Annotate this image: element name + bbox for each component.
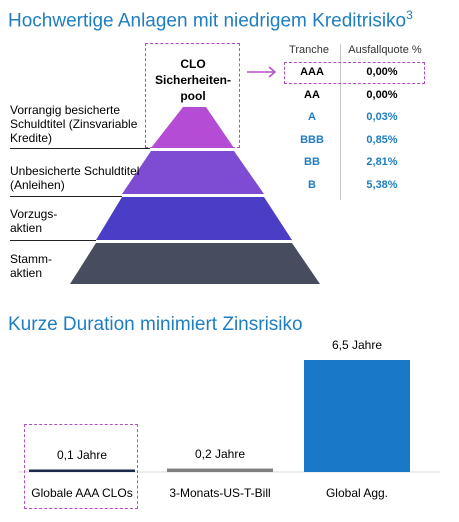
bar-value-label-0: 0,1 Jahre: [56, 447, 108, 462]
heading-duration: Kurze Duration minimiert Zinsrisiko: [8, 314, 303, 335]
bar-1: [167, 469, 273, 472]
default-rate-b: 5,38%: [366, 178, 398, 191]
tranche-bbb: BBB: [300, 133, 324, 146]
separator-unsecured: [10, 196, 122, 197]
tranche-bb: BB: [304, 156, 320, 168]
tranche-aa: AA: [304, 88, 320, 101]
arrow-to-table: [247, 67, 275, 77]
table-header-tranche: Tranche: [289, 44, 329, 56]
layer-label-senior: Vorrangig besicherte Schuldtitel (Zinsvariable Kredite): [10, 103, 138, 145]
bar-value-label-1: 0,2 Jahre: [194, 446, 246, 461]
pyramid-layer-preferred: [96, 197, 292, 240]
separator-senior: [10, 148, 150, 149]
bar-category-label-1: 3-Monats-US-T-Bill: [169, 486, 271, 500]
separator-preferred: [10, 240, 96, 241]
layer-label-common: Stamm-aktien: [10, 252, 52, 280]
layer-label-unsecured: Unbesicherte Schuldtitel (Anleihen): [10, 164, 140, 192]
default-rate-a: 0,03%: [366, 111, 398, 123]
default-rate-bbb: 0,85%: [366, 133, 398, 146]
heading-credit-risk: Hochwertige Anlagen mit niedrigem Kreditrisiko$^3$: [8, 8, 413, 32]
collateral-pool-label: CLO Sicherheiten-pool: [154, 57, 232, 103]
table-header-default-rate: Ausfallquote %: [348, 44, 422, 56]
default-rate-bb: 2,81%: [366, 156, 398, 168]
tranche-b: B: [308, 178, 316, 191]
bar-category-label-0: Globale AAA CLOs: [31, 486, 133, 500]
default-rate-aa: 0,00%: [366, 88, 398, 101]
pyramid-layer-common: [70, 243, 320, 284]
layer-label-preferred: Vorzugs-aktien: [10, 207, 58, 235]
tranche-aaa: AAA: [300, 66, 324, 78]
tranche-a: A: [308, 111, 316, 123]
default-rate-aaa: 0,00%: [366, 66, 398, 78]
bar-category-label-2: Global Agg.: [325, 486, 389, 500]
bar-2: [304, 360, 410, 472]
bar-value-label-2: 6,5 Jahre: [331, 338, 383, 352]
